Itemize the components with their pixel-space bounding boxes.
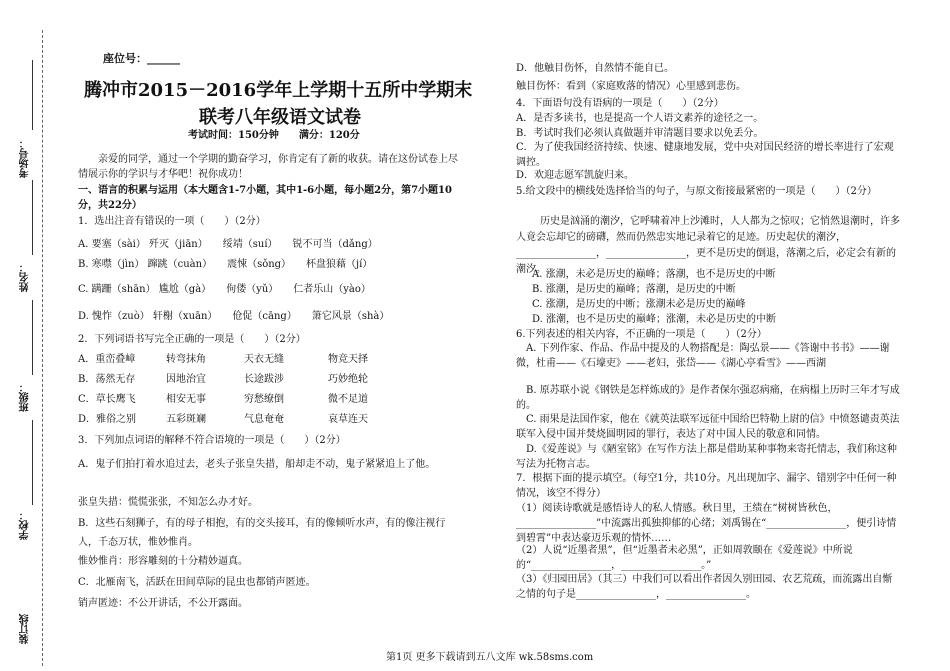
q2-word: 穷愁缭倒 [244,394,284,405]
q3-note-b: 惟妙惟肖：形容雕刻的十分精妙逼真。 [78,556,248,567]
q3-note-d: 触目伤怀：看到（家庭败落的情况）心里感到悲伤。 [516,81,746,92]
q2-word: 气息奄奄 [244,414,284,425]
class-field[interactable] [32,300,34,375]
q5-stem: 5.给文段中的横线处选择恰当的句子，与原文衔接最紧密的一项是（ ）（2分） [516,186,877,197]
q5-passage: 历史是汹涌的潮汐，它呼啸着冲上沙滩时，人人都为之惊叹；它悄然退潮时，许多人竟会忘却它的磅礴，然而仍然忠实地记录着它的足迹。历史起伏的潮汐，________________，________________，更不是历史的倒退，落潮之后，必定会有新的潮汐。 [516,216,900,275]
q5-option-c[interactable]: C. 涨潮，是历史的中断；涨潮未必是历史的巅峰 [532,299,746,310]
q3-note-c: 销声匿迹：不公开讲话，不公开露面。 [78,598,248,609]
q3-option-a[interactable]: A．鬼子们拍打着水追过去，老头子张皇失措，船却走不动，鬼子紧紧追上了他。 [78,459,436,470]
q5-option-a[interactable]: A. 涨潮，未必是历史的巅峰；落潮，也不是历史的中断 [532,269,776,280]
q7-item-2: （2）人说“近墨者黑”，但“近墨者未必黑”，正如周敦颐在《爱莲说》中所说的“________________，________________。” [516,545,853,571]
q1-option-d[interactable]: D. 愧怍（zuò） 轩榭（xuān） 伧促（cāng） 箫它风景（shà） [78,311,390,322]
q2-word: 微不足道 [328,394,368,405]
name-field[interactable] [32,180,34,255]
binding-line [42,30,44,666]
q6-option-d[interactable]: D.《爱莲说》与《陋室铭》在写作方法上都是借助某种事物来寄托情志，我们称这种写法为托物言志。 [516,444,897,470]
name-label: 姓名： [20,262,31,292]
q2-word: 巧妙绝轮 [328,374,368,385]
exam-title-line1: 腾冲市2015－2016学年上学期十五所中学期末 [84,80,473,101]
q4-option-d[interactable]: D．欢迎志愿军凯旋归来。 [516,170,635,181]
q3-note-a: 张皇失措：慌慌张张，不知怎么办才好。 [78,497,258,508]
q6-stem: 6.下列表述的相关内容，不正确的一项是（ ）（2分） [516,329,767,340]
exam-title-line2: 联考八年级语文试卷 [199,107,361,128]
school-field[interactable] [32,420,34,505]
section-1-heading: 一、语言的积累与运用（本大题含1-7小题，其中1-6小题，每小题2分，第7小题10分，共22分） [78,185,452,211]
q3-option-d[interactable]: D．他触目伤怀，自然情不能自已。 [516,63,675,74]
q6-option-b[interactable]: B. 原苏联小说《钢铁是怎样炼成的》是作者保尔强忍病痛，在病榻上历时三年才写成的。 [516,385,900,411]
q2-word: 因地治宜 [166,374,206,385]
q1-option-b[interactable]: B. 寒噤（jìn） 蹿跳（cuàn） 震悚（sǒng） 杯盘狼藉（jí） [78,259,373,270]
exam-no-label: 考场号： [20,138,31,178]
q2-option-a[interactable]: A．重峦叠嶂 [78,354,136,365]
q2-stem: 2．下列词语书写完全正确的一项是（ ）（2分） [78,334,306,345]
intro-text: 亲爱的同学，通过一个学期的勤奋学习，你肯定有了新的收获。请在这份试卷上尽情展示你的学识与才华吧！祝你成功！ [78,154,458,180]
exam-meta: 考试时间：150分钟 满分：120分 [188,130,360,141]
q3-option-b[interactable]: B．这些石刻狮子，有的母子相抱，有的交头接耳，有的像倾听水声，有的像注视行人，千态万状，惟妙惟肖。 [78,518,446,548]
q4-option-a[interactable]: A．是否多读书，也是提高一个人语文素养的途径之一。 [516,113,764,124]
q6-option-c[interactable]: C. 雨果是法国作家，他在《就英法联军远征中国给巴特勒上尉的信》中愤怒谴责英法联军入侵中国并焚烧圆明园的罪行，表达了对中国人民的敬意和同情。 [516,414,900,440]
q5-option-b[interactable]: B. 涨潮，是历史的巅峰；落潮，是历史的中断 [532,284,736,295]
school-label: 学校： [20,510,31,540]
q7-item-3: （3）《归园田居》（其三）中我们可以看出作者因久别田园、农艺荒疏，而流露出自惭之情的句子是________________，________________。 [516,574,893,600]
q1-option-c[interactable]: C. 蹒跚（shān） 尴尬（gà） 佝偻（yǔ） 仁者乐山（yào） [78,284,371,295]
binding-label: 装订线 [20,614,31,644]
q7-item-1: （1）阅读诗歌就是感悟诗人的私人情感。秋日里，王绩在“树树皆秋色，________________”中流露出孤独抑郁的心绪；刘禹锡在“________________，便引诗情到碧霄”中表达豪迈乐观的情怀…… [516,503,897,544]
class-label: 班级： [20,382,31,412]
q2-word: 长途跋涉 [244,374,284,385]
q2-word: 物竞天择 [328,354,368,365]
page-footer: 第1页 更多下载请到五八文库 wk.58sms.com [386,652,594,663]
q4-option-c[interactable]: C．为了使我国经济持续、快速、健康地发展，党中央对国民经济的增长率进行了宏观调控。 [516,142,894,168]
q2-word: 相安无事 [166,394,206,405]
q2-word: 转弯抹角 [166,354,206,365]
q2-option-d[interactable]: D．雅俗之别 [78,414,137,425]
q2-option-b[interactable]: B．荡然无存 [78,374,136,385]
q7-stem: 7．根据下面的提示填空。（每空1分，共10分。凡出现加字、漏字、错别字中任何一种情况，该空不得分） [516,473,897,499]
q1-stem: 1．选出注音有错误的一项（ ）（2分） [78,216,266,227]
seat-number: 座位号：______ [103,52,180,65]
q4-option-b[interactable]: B．考试时我们必须认真做题并审清题目要求以免丢分。 [516,128,764,139]
exam-no-field[interactable] [32,60,34,130]
q3-option-c[interactable]: C．北雁南飞，活跃在田间草际的昆虫也都销声匿迹。 [78,577,316,588]
q2-word: 哀草连天 [328,414,368,425]
q2-word: 天衣无缝 [244,354,284,365]
q6-option-a[interactable]: A. 下列作家、作品、作品中提及的人物搭配是：陶弘景——《答谢中书书》——谢微，杜甫——《石壕吏》——老妇，张岱——《湖心亭看雪》——西湖 [516,343,890,369]
q5-option-d[interactable]: D. 涨潮，也不是历史的巅峰；涨潮，未必是历史的中断 [532,314,777,325]
q2-word: 五彩斑斓 [166,414,206,425]
q3-stem: 3．下列加点词语的解释不符合语境的一项是（ ）（2分） [78,435,346,446]
q4-stem: 4．下面语句没有语病的一项是（ ）（2分） [516,98,724,109]
q1-option-a[interactable]: A. 要塞（sài） 歼灭（jiān） 绥靖（suí） 锐不可当（dǎng） [78,239,378,250]
q2-option-c[interactable]: C．草长鹰飞 [78,394,136,405]
